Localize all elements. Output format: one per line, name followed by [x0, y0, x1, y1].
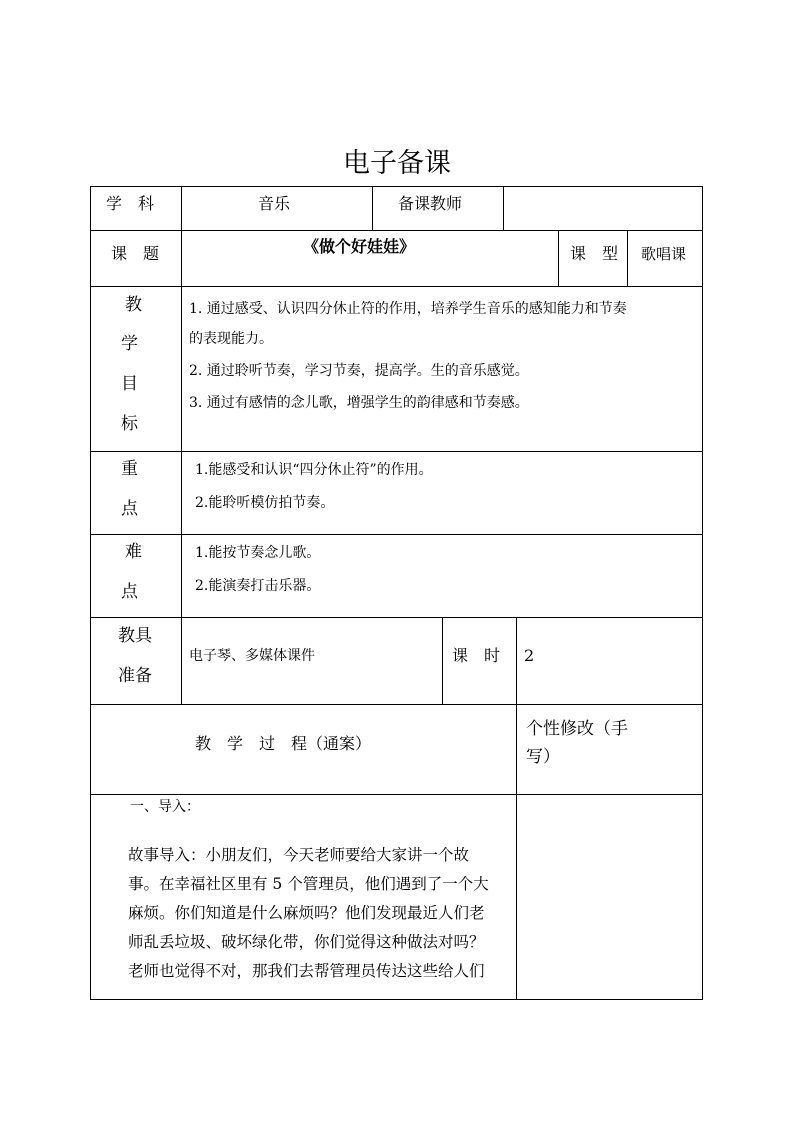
- difficulty-item: 2.能演奏打击乐器。: [195, 578, 321, 594]
- goals-list: [189, 299, 627, 413]
- topic-label: 课 题: [111, 244, 160, 263]
- story-line: 师乱丢垃圾、破坏绿化带，你们觉得这种做法对吗？: [128, 933, 485, 951]
- goals-label-char: 学: [121, 334, 138, 354]
- key-point-item: 1.能感受和认识“四分休止符”的作用。: [195, 462, 433, 478]
- tools-label-line: 教具: [118, 626, 152, 646]
- difficulties-label-char: 点: [121, 582, 138, 602]
- lesson-type-label: 课 型: [570, 244, 619, 263]
- table-col-rule: [516, 704, 517, 1000]
- note-header-line: 个性修改（手: [526, 719, 628, 739]
- lesson-type-value: 歌唱课: [641, 245, 687, 263]
- tools-label-line: 准备: [118, 666, 152, 686]
- table-col-rule: [442, 617, 443, 705]
- difficulties-list: [195, 543, 320, 596]
- story-line: 老师也觉得不对，那我们去帮管理员传达这些给人们: [128, 962, 485, 980]
- process-header: 教 学 过 程（通案）: [195, 734, 372, 753]
- subject-label: 学 科: [106, 194, 155, 213]
- goal-item: 1. 通过感受、认识四分休止符的作用，培养学生音乐的感知能力和节奏: [189, 301, 627, 317]
- story-line: 麻烦。你们知道是什么麻烦吗？他们发现最近人们老: [128, 904, 485, 922]
- table-col-rule: [503, 186, 504, 231]
- goal-item: 的表现能力。: [189, 331, 273, 347]
- story-line: 故事导入：小朋友们，今天老师要给大家讲一个故: [128, 846, 470, 864]
- class-hours-label: 课 时: [452, 646, 501, 665]
- topic-value: 《做个好娃娃》: [303, 237, 416, 256]
- goals-label-char: 标: [121, 414, 138, 434]
- goals-label-char: 教: [125, 295, 142, 315]
- key-points-label-char: 重: [121, 459, 138, 479]
- difficulties-label-char: 难: [125, 542, 142, 562]
- key-point-item: 2.能聆听模仿拍节奏。: [195, 495, 335, 511]
- table-col-rule: [181, 186, 182, 705]
- table-border-left: [90, 186, 91, 1000]
- table-border-right: [702, 186, 703, 1000]
- note-header-line: 写）: [526, 747, 560, 767]
- subject-value: 音乐: [258, 194, 291, 213]
- table-col-rule: [516, 617, 517, 705]
- page-title: 电子备课: [343, 148, 451, 179]
- table-col-rule: [627, 230, 628, 287]
- difficulty-item: 1.能按节奏念儿歌。: [195, 545, 321, 561]
- key-points-list: [195, 460, 433, 513]
- process-section-title: 一、导入：: [130, 799, 200, 815]
- table-col-rule: [372, 186, 373, 231]
- story-line: 事。在幸福社区里有 5 个管理员，他们遇到了一个大: [128, 875, 489, 893]
- key-points-label-char: 点: [121, 499, 138, 519]
- class-hours-value: 2: [524, 646, 535, 665]
- table-col-rule: [558, 230, 559, 287]
- process-story: [128, 841, 489, 986]
- teacher-label: 备课教师: [398, 194, 463, 213]
- table-rule: [90, 794, 703, 795]
- goal-item: 2. 通过聆听节奏，学习节奏，提高学。生的音乐感觉。: [189, 363, 529, 379]
- goal-item: 3. 通过有感情的念儿歌，增强学生的韵律感和节奏感。: [189, 395, 529, 411]
- goals-label-char: 目: [121, 374, 138, 394]
- tools-value: 电子琴、多媒体课件: [189, 648, 315, 664]
- table-border-bottom: [90, 999, 703, 1000]
